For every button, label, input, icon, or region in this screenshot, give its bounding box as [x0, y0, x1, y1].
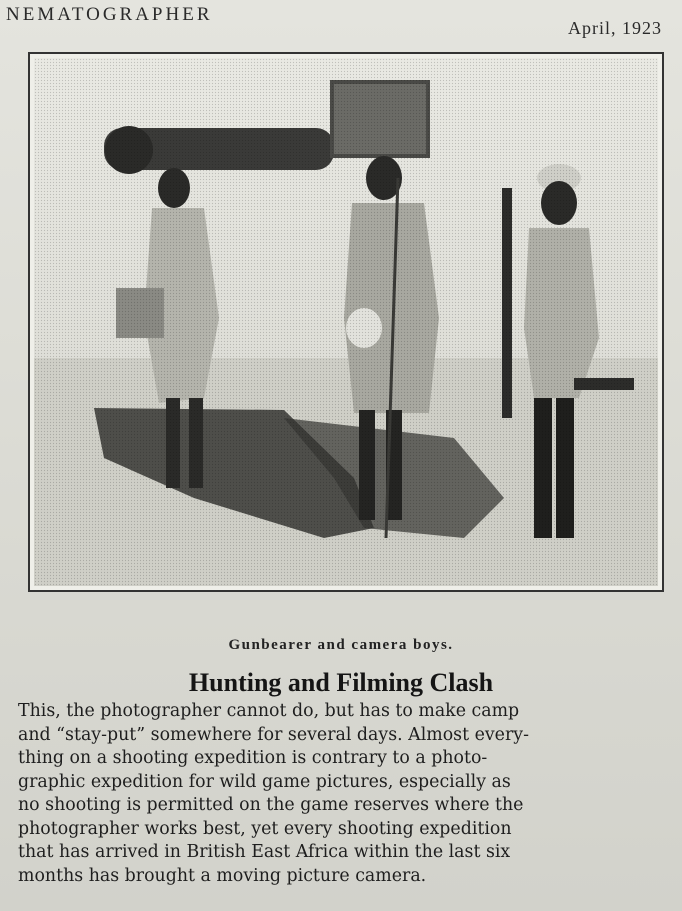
- body-line: graphic expedition for wild game pictures, especially as: [18, 771, 511, 792]
- body-line: months has brought a moving picture camera.: [18, 865, 427, 886]
- photo-frame: [28, 52, 664, 592]
- body-line: that has arrived in British East Africa within the last six: [18, 842, 511, 862]
- body-line: thing on a shooting expedition is contrary to a photo-: [18, 748, 488, 768]
- body-line: and “stay-put” somewhere for several days. Almost every-: [18, 724, 529, 745]
- body-line: no shooting is permitted on the game reserves where the: [18, 795, 524, 815]
- body-line: This, the photographer cannot do, but has to make camp: [18, 701, 520, 721]
- masthead: NEMATOGRAPHER: [6, 4, 213, 25]
- article-body: [18, 700, 678, 888]
- body-line: photographer works best, yet every shooting expedition: [18, 818, 512, 839]
- issue-date: April, 1923: [568, 18, 662, 38]
- running-head: [0, 4, 682, 38]
- figure-caption: Gunbearer and camera boys.: [228, 637, 454, 653]
- halftone-photograph: [34, 58, 658, 586]
- article-headline: Hunting and Filming Clash: [188, 668, 494, 697]
